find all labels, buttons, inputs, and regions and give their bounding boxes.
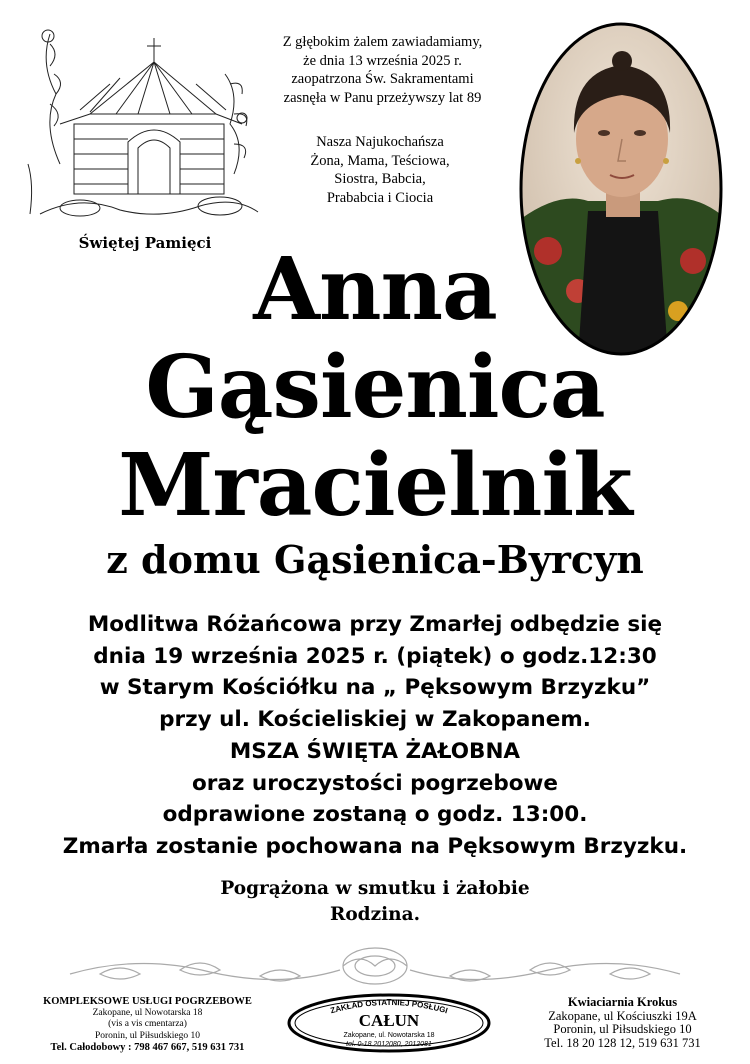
funeral-home-phone: Tel. Całodobowy : 798 467 667, 519 631 731 xyxy=(50,1042,245,1053)
funeral-home-branch: Poronin, ul Piłsudskiego 10 xyxy=(94,1030,201,1041)
ceremony-details xyxy=(0,609,750,863)
title-line: Żona, Mama, Teściowa, xyxy=(310,152,450,169)
florist-phone: Tel. 18 20 128 12, 519 631 731 xyxy=(544,1035,701,1050)
ceremony-line: oraz uroczystości pogrzebowe xyxy=(192,770,558,796)
funeral-home-info xyxy=(20,996,275,1054)
logo-phone: tel. 0-18 2012080, 2012081 xyxy=(346,1041,432,1048)
florist-address: Zakopane, ul Kościuszki 19A xyxy=(548,1008,697,1023)
ceremony-line: przy ul. Kościeliskiej w Zakopanem. xyxy=(159,707,591,733)
funeral-home-note: (vis a vis cmentarza) xyxy=(108,1019,187,1029)
florist-branch: Poronin, ul Piłsudskiego 10 xyxy=(553,1022,692,1036)
in-memory-label: Świętej Pamięci xyxy=(78,234,212,252)
logo-address: Zakopane, ul. Nowotarska 18 xyxy=(343,1032,435,1039)
deceased-first-name: Anna xyxy=(253,239,497,340)
intro-line: zasnęła w Panu przeżywszy lat 89 xyxy=(283,89,482,106)
family-titles xyxy=(280,133,480,207)
ceremony-line: w Starym Kościółku na „ Pęksowym Brzyzku” xyxy=(99,675,651,701)
ceremony-line: Modlitwa Różańcowa przy Zmarłej odbędzie się xyxy=(87,612,663,637)
title-line: Siostra, Babcia, xyxy=(334,171,426,187)
chapel-sketch-illustration xyxy=(20,14,262,230)
title-line: Nasza Najukochańsza xyxy=(316,134,444,150)
announcement-intro xyxy=(255,33,510,107)
logo-arc-text: ZAKŁAD OSTATNIEJ POSŁUGI xyxy=(329,997,449,1016)
intro-line: że dnia 13 września 2025 r. xyxy=(303,52,462,69)
title-line: Prababcia i Ciocia xyxy=(326,189,434,206)
ceremony-line: dnia 19 września 2025 r. (piątek) o godz.12:30 xyxy=(93,643,657,669)
funeral-home-title: KOMPLEKSOWE USŁUGI POGRZEBOWE xyxy=(43,996,252,1007)
intro-line: Z głębokim żalem zawiadamiamy, xyxy=(282,34,483,50)
logo-brand: CAŁUN xyxy=(358,1011,420,1030)
family-line: Pogrążona w smutku i żałobie xyxy=(220,878,530,899)
deceased-surname-second: Mracielnik xyxy=(118,435,632,536)
ceremony-line: Zmarła zostanie pochowana na Pęksowym Brzyzku. xyxy=(62,833,688,859)
deceased-surname-first: Gąsienica xyxy=(145,337,605,438)
florist-title: Kwiaciarnia Krokus xyxy=(567,995,678,1009)
maiden-name: z domu Gąsienica-Byrcyn xyxy=(106,537,644,582)
intro-line: zaopatrzona Św. Sakramentami xyxy=(291,71,474,87)
funeral-home-address: Zakopane, ul Nowotarska 18 xyxy=(92,1007,203,1018)
floral-ornament-divider xyxy=(60,944,690,994)
family-signature xyxy=(0,876,750,928)
family-line: Rodzina. xyxy=(329,904,421,925)
ceremony-line: MSZA ŚWIĘTA ŻAŁOBNA xyxy=(229,738,521,764)
florist-info xyxy=(515,996,730,1050)
calun-logo xyxy=(285,992,493,1054)
ceremony-line: odprawione zostaną o godz. 13:00. xyxy=(162,802,588,828)
